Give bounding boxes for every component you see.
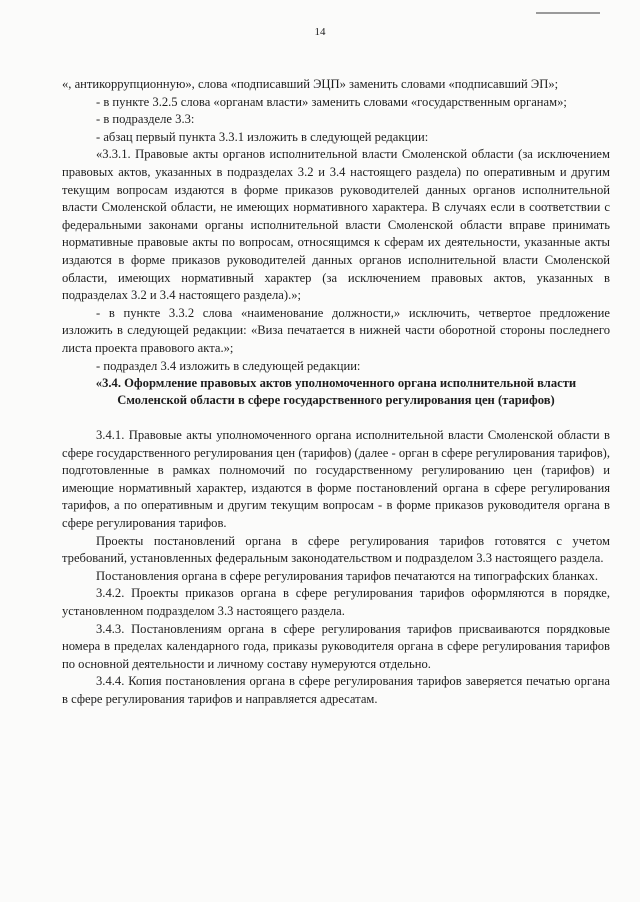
paragraph-drafts-decisions: Проекты постановлений органа в сфере регулирования тарифов готовятся с учетом требований, установленных федеральным законодательством и подразделом 3.3 настоящего раздела. (62, 533, 610, 566)
paragraph-subsection-3-3: - в подразделе 3.3: (96, 112, 195, 127)
paragraph-item-3-3-1-intro: - абзац первый пункта 3.3.1 изложить в следующей редакции: (96, 129, 429, 144)
section-spacer (62, 409, 610, 427)
paragraph-item-3-3-1-text: «3.3.1. Правовые акты органов исполнительной власти Смоленской области (за исключением правовых актов, указанных в подразделах 3.2 и 3.4 настоящего раздела) по оперативным и другим текущим вопросам издаются в форме приказов руководителей данных органов исполнительной власти Смоленской области, не имеющих нормативного характера. В случаях если в соответствии с федеральными законами органы исполнительной власти Смоленской области вправе принимать нормативные правовые акты по вопросам, относящимся к сферам их деятельности, указанные акты издаются в форме приказов руководителей данных органов исполнительной власти Смоленской области, имеющих нормативный характер (за исключением правовых актов, указанных в подразделах 3.2 и 3.4 настоящего раздела).»; (62, 147, 610, 303)
paragraph-3-4-1: 3.4.1. Правовые акты уполномоченного органа исполнительной власти Смоленской области в сфере государственного регулирования цен (тарифов) (далее - орган в сфере регулирования тарифов), подготовленные в рамках полномочий по государственному регулированию цен (тарифов) и имеющие нормативный характер, издаются в форме постановлений органа в сфере регулирования тарифов, а по оперативным и другим текущим вопросам - в форме приказов руководителя органа в сфере регулирования тарифов. (62, 428, 610, 531)
document-body (62, 76, 610, 709)
paragraph-3-4-3: 3.4.3. Постановлениям органа в сфере регулирования тарифов присваиваются порядковые номера в пределах календарного года, приказы руководителя органа в сфере регулирования тарифов по основной деятельности и личному составу нумеруются отдельно. (62, 621, 610, 671)
paragraph-3-4-2: 3.4.2. Проекты приказов органа в сфере регулирования тарифов оформляются в порядке, установленном подразделом 3.3 настоящего раздела. (62, 586, 610, 619)
section-heading: «3.4. Оформление правовых актов уполномоченного органа исполнительной власти Смоленской области в сфере государственного регулирования цен (тарифов) (95, 376, 577, 408)
paragraph-item-3-3-2: - в пункте 3.3.2 слова «наименование должности,» исключить, четвертое предложение изложить в следующей редакции: «Виза печатается в нижней части оборотной стороны последнего листа проекта правового акта.»; (62, 305, 610, 355)
page-number: 14 (314, 26, 326, 38)
paragraph-item-3-2-5: - в пункте 3.2.5 слова «органам власти» заменить словами «государственным органам»; (96, 94, 567, 109)
paragraph-printed-forms: Постановления органа в сфере регулирования тарифов печатаются на типографских бланках. (96, 568, 598, 583)
scan-artifact-line (536, 12, 600, 14)
paragraph-3-4-4: 3.4.4. Копия постановления органа в сфере регулирования тарифов заверяется печатью органа в сфере регулирования тарифов и направляется адресатам. (62, 674, 610, 706)
paragraph-continuation: «, антикоррупционную», слова «подписавший ЭЦП» заменить словами «подписавший ЭП»; (62, 77, 559, 91)
paragraph-subsection-3-4-intro: - подраздел 3.4 изложить в следующей редакции: (96, 358, 361, 373)
